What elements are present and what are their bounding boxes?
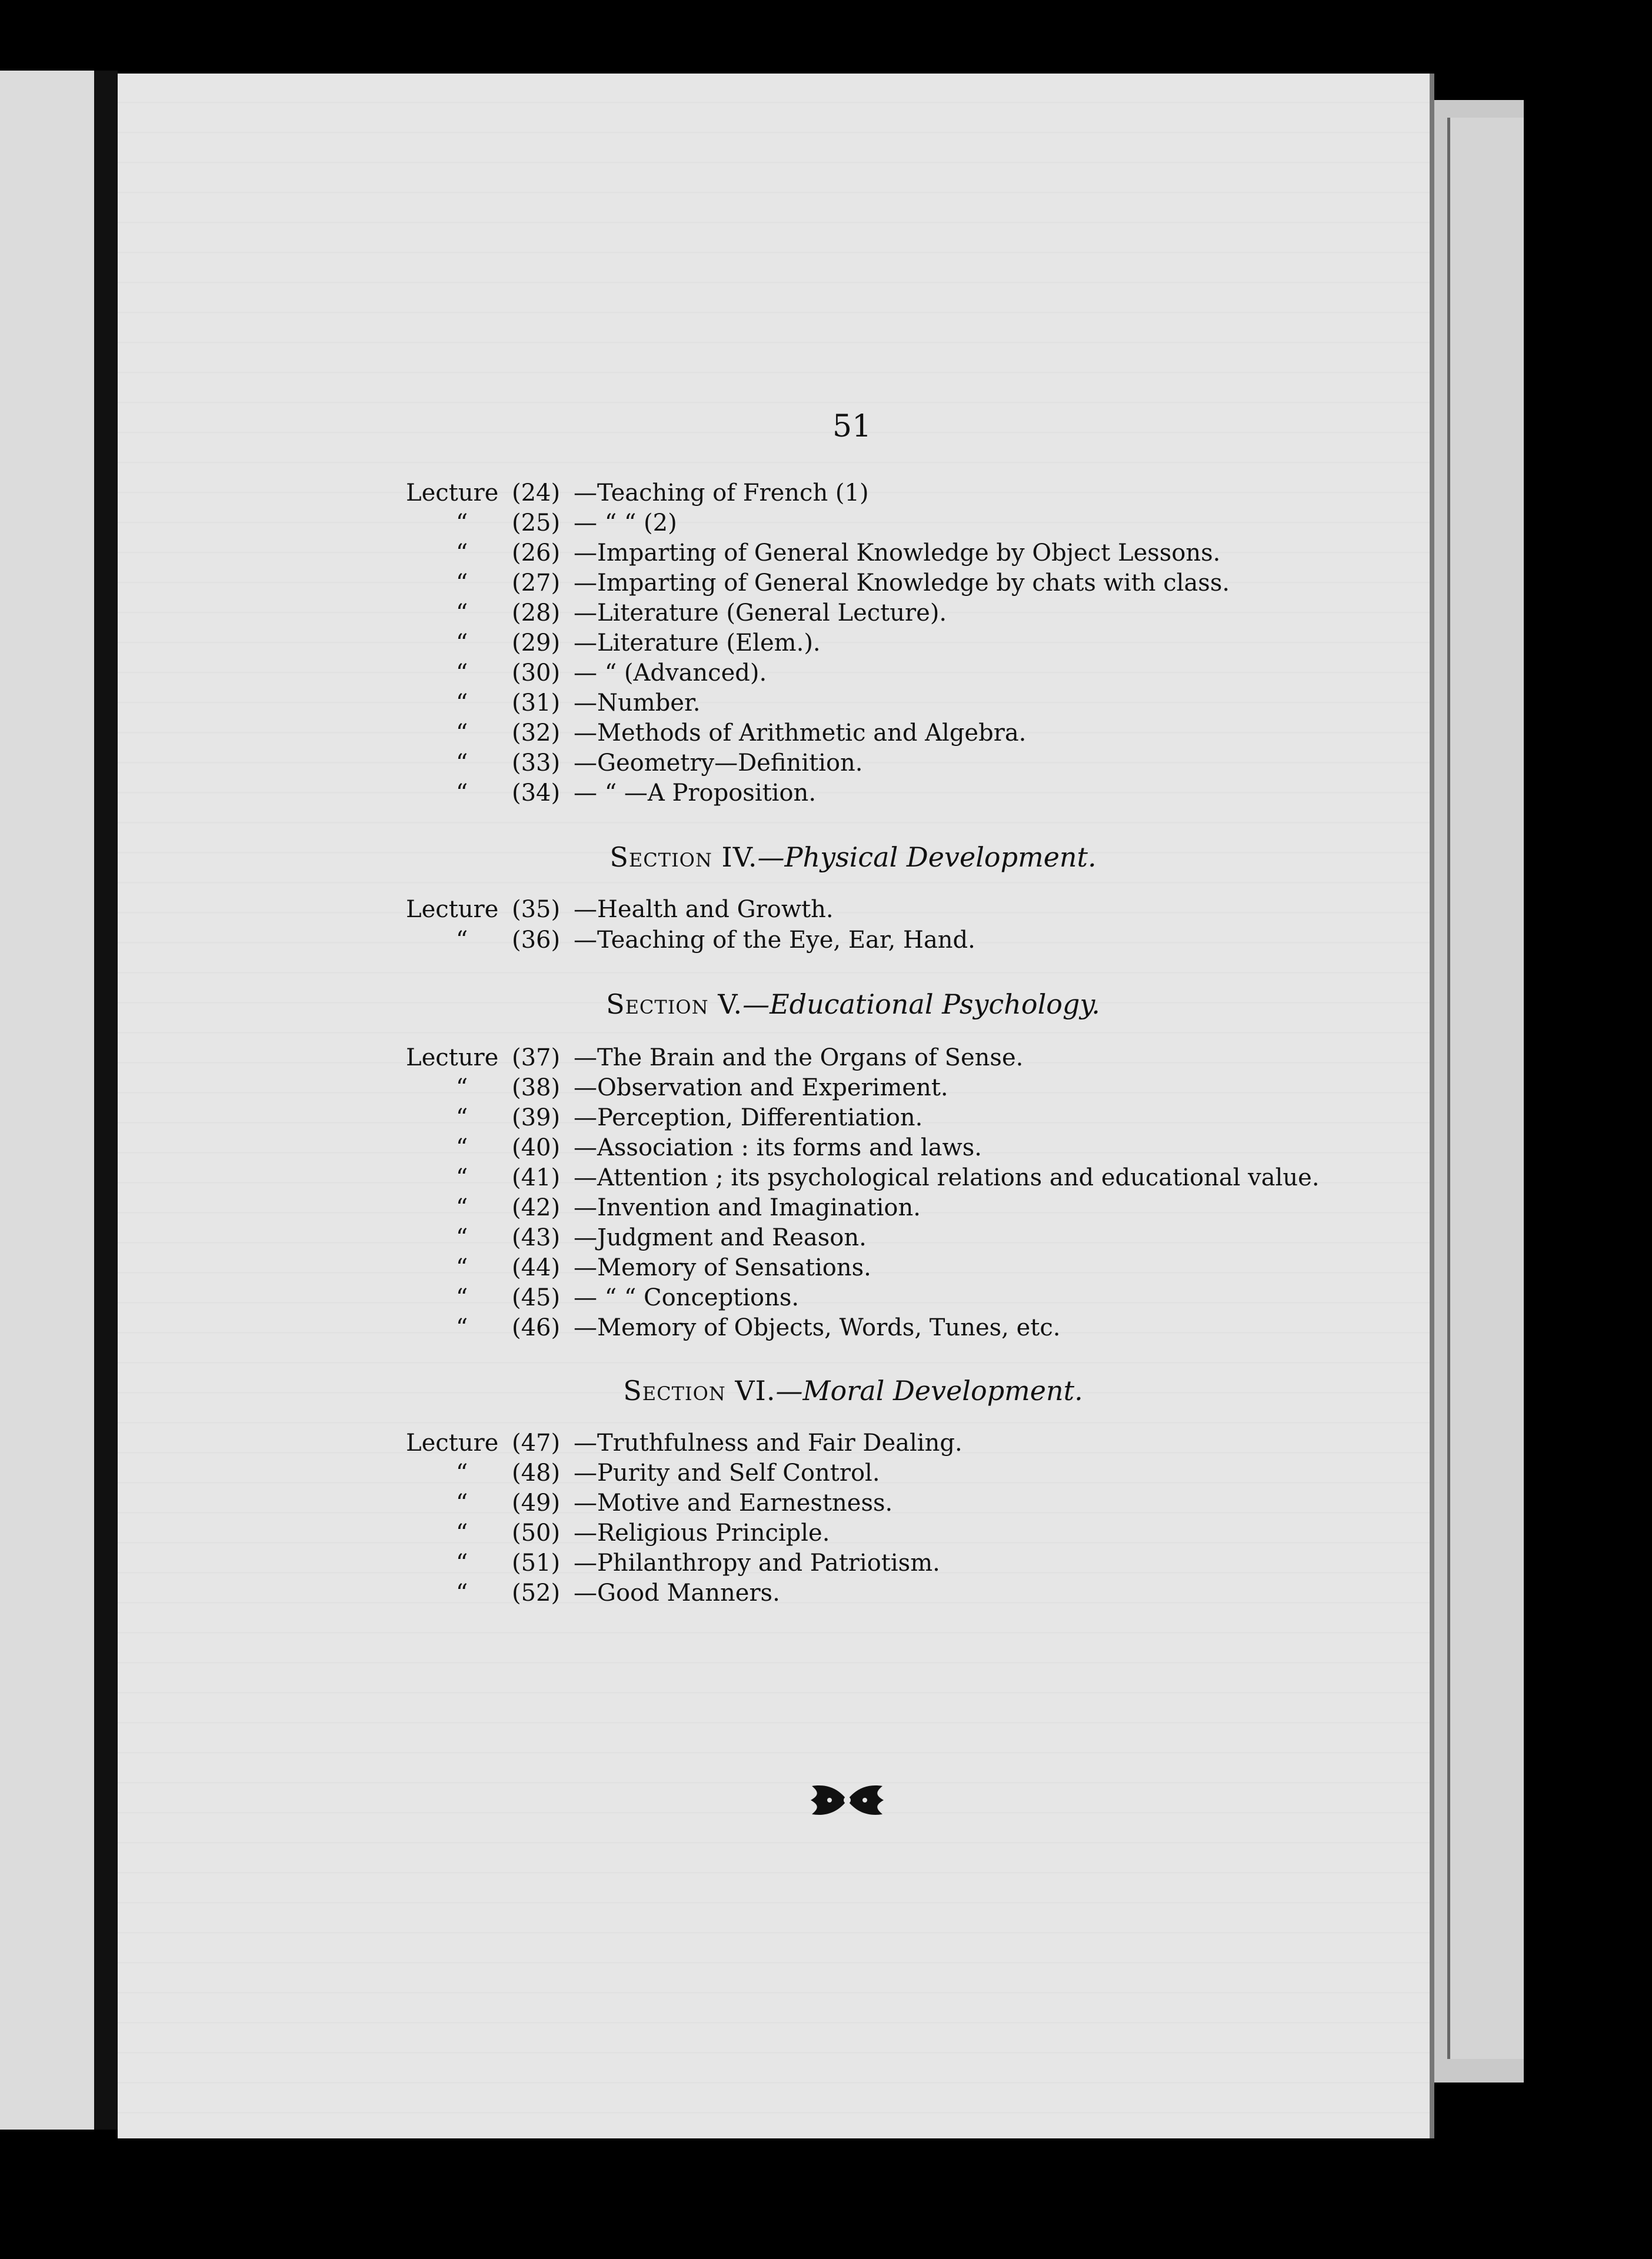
section-label: Section V. xyxy=(606,988,743,1020)
ditto-mark: “ xyxy=(455,1314,468,1341)
lecture-number: (47) xyxy=(512,1430,561,1457)
lecture-title: —The Brain and the Organs of Sense. xyxy=(574,1044,1024,1071)
ditto-mark: “ xyxy=(455,1134,468,1161)
lecture-line xyxy=(118,599,1412,630)
lecture-number: (50) xyxy=(512,1520,561,1547)
lecture-title: —Teaching of French (1) xyxy=(574,479,869,507)
lecture-number: (45) xyxy=(512,1284,561,1311)
lecture-title: —Motive and Earnestness. xyxy=(574,1490,893,1517)
ditto-mark: “ xyxy=(455,1074,468,1101)
ditto-mark: “ xyxy=(455,689,468,717)
lecture-line xyxy=(118,1134,1412,1165)
lecture-number: (29) xyxy=(512,629,561,657)
ditto-mark: “ xyxy=(455,569,468,597)
ditto-mark: “ xyxy=(455,1520,468,1547)
lecture-number: (46) xyxy=(512,1314,561,1341)
lecture-title: —Imparting of General Knowledge by chats with class. xyxy=(574,569,1230,597)
lecture-line xyxy=(118,779,1412,810)
lecture-label: Lecture xyxy=(406,1430,499,1457)
lecture-title: —Methods of Arithmetic and Algebra. xyxy=(574,719,1027,747)
printers-ornament-icon xyxy=(806,1777,888,1824)
lecture-title: —Religious Principle. xyxy=(574,1520,830,1547)
lecture-line xyxy=(118,896,1412,927)
lecture-title: —Observation and Experiment. xyxy=(574,1074,948,1101)
lecture-title: —Teaching of the Eye, Ear, Hand. xyxy=(574,927,975,954)
facing-page-edge xyxy=(0,71,94,2130)
lecture-title: —Good Manners. xyxy=(574,1580,780,1607)
section-heading xyxy=(118,1375,1588,1410)
lecture-line xyxy=(118,1104,1412,1135)
ditto-mark: “ xyxy=(455,1224,468,1251)
lecture-number: (42) xyxy=(512,1194,561,1221)
lecture-number: (26) xyxy=(512,539,561,567)
lecture-title: —Philanthropy and Patriotism. xyxy=(574,1550,940,1577)
lecture-line xyxy=(118,1224,1412,1255)
lecture-number: (41) xyxy=(512,1164,561,1191)
lecture-number: (40) xyxy=(512,1134,561,1161)
ditto-mark: “ xyxy=(455,599,468,627)
lecture-number: (48) xyxy=(512,1460,561,1487)
lecture-line xyxy=(118,1520,1412,1550)
section-title: —Educational Psychology. xyxy=(742,988,1100,1020)
lecture-number: (39) xyxy=(512,1104,561,1131)
lecture-number: (31) xyxy=(512,689,561,717)
lecture-line xyxy=(118,927,1412,957)
lecture-title: —Association : its forms and laws. xyxy=(574,1134,982,1161)
lecture-number: (37) xyxy=(512,1044,561,1071)
lecture-number: (25) xyxy=(512,509,561,537)
ditto-mark: “ xyxy=(455,659,468,687)
lecture-number: (30) xyxy=(512,659,561,687)
lecture-line xyxy=(118,539,1412,570)
lecture-title: —Literature (General Lecture). xyxy=(574,599,947,627)
lecture-number: (44) xyxy=(512,1254,561,1281)
lecture-line xyxy=(118,1460,1412,1490)
lecture-line xyxy=(118,1254,1412,1285)
lecture-line xyxy=(118,1550,1412,1580)
book-page xyxy=(118,74,1434,2138)
section-title: —Moral Development. xyxy=(775,1375,1083,1407)
lecture-title: —Memory of Objects, Words, Tunes, etc. xyxy=(574,1314,1061,1341)
section-title: —Physical Development. xyxy=(757,841,1097,873)
ditto-mark: “ xyxy=(455,1254,468,1281)
lecture-line xyxy=(118,749,1412,780)
lecture-number: (34) xyxy=(512,779,561,807)
lecture-title: —Number. xyxy=(574,689,701,717)
section-heading xyxy=(118,841,1588,877)
lecture-label: Lecture xyxy=(406,479,499,507)
lecture-number: (28) xyxy=(512,599,561,627)
ditto-mark: “ xyxy=(455,1164,468,1191)
lecture-line xyxy=(118,1430,1412,1460)
lecture-title: —Geometry—Definition. xyxy=(574,749,863,777)
lecture-line xyxy=(118,1194,1412,1225)
lecture-line xyxy=(118,509,1412,540)
section-heading xyxy=(118,988,1588,1024)
lecture-number: (32) xyxy=(512,719,561,747)
ditto-mark: “ xyxy=(455,1460,468,1487)
book-gutter xyxy=(94,71,118,2130)
lecture-line xyxy=(118,659,1412,690)
ditto-mark: “ xyxy=(455,629,468,657)
lecture-line xyxy=(118,1314,1412,1345)
lecture-title: —Imparting of General Knowledge by Object Lessons. xyxy=(574,539,1221,567)
ditto-mark: “ xyxy=(455,1104,468,1131)
lecture-title: — “ (Advanced). xyxy=(574,659,767,687)
lecture-number: (24) xyxy=(512,479,561,507)
lecture-title: —Purity and Self Control. xyxy=(574,1460,880,1487)
ditto-mark: “ xyxy=(455,779,468,807)
ditto-mark: “ xyxy=(455,509,468,537)
lecture-number: (36) xyxy=(512,927,561,954)
ditto-mark: “ xyxy=(455,927,468,954)
ditto-mark: “ xyxy=(455,1194,468,1221)
lecture-title: — “ —A Proposition. xyxy=(574,779,817,807)
lecture-title: —Truthfulness and Fair Dealing. xyxy=(574,1430,962,1457)
lecture-title: — “ “ (2) xyxy=(574,509,677,537)
lecture-line xyxy=(118,1580,1412,1610)
lecture-number: (27) xyxy=(512,569,561,597)
lecture-line xyxy=(118,1284,1412,1315)
lecture-number: (33) xyxy=(512,749,561,777)
lecture-number: (38) xyxy=(512,1074,561,1101)
lecture-number: (52) xyxy=(512,1580,561,1607)
lecture-title: — “ “ Conceptions. xyxy=(574,1284,800,1311)
lecture-number: (49) xyxy=(512,1490,561,1517)
lecture-title: —Memory of Sensations. xyxy=(574,1254,871,1281)
ditto-mark: “ xyxy=(455,1490,468,1517)
lecture-line xyxy=(118,569,1412,600)
section-label: Section IV. xyxy=(609,841,758,873)
lecture-line xyxy=(118,689,1412,720)
lecture-number: (35) xyxy=(512,896,561,923)
ditto-mark: “ xyxy=(455,1284,468,1311)
lecture-title: —Literature (Elem.). xyxy=(574,629,821,657)
lecture-title: —Perception, Differentiation. xyxy=(574,1104,923,1131)
lecture-line xyxy=(118,629,1412,660)
lecture-line xyxy=(118,1490,1412,1520)
lecture-label: Lecture xyxy=(406,896,499,923)
lecture-line xyxy=(118,719,1412,750)
page-number: 51 xyxy=(832,409,872,444)
lecture-title: —Health and Growth. xyxy=(574,896,834,923)
ditto-mark: “ xyxy=(455,1550,468,1577)
ditto-mark: “ xyxy=(455,1580,468,1607)
ditto-mark: “ xyxy=(455,539,468,567)
lecture-line xyxy=(118,479,1412,510)
ditto-mark: “ xyxy=(455,719,468,747)
lecture-title: —Invention and Imagination. xyxy=(574,1194,921,1221)
lecture-label: Lecture xyxy=(406,1044,499,1071)
lecture-title: —Judgment and Reason. xyxy=(574,1224,867,1251)
lecture-number: (51) xyxy=(512,1550,561,1577)
lecture-number: (43) xyxy=(512,1224,561,1251)
lecture-line xyxy=(118,1074,1412,1105)
lecture-line xyxy=(118,1164,1412,1195)
lecture-title: —Attention ; its psychological relations and educational value. xyxy=(574,1164,1320,1191)
underlying-page-edge-2 xyxy=(1447,118,1524,2059)
lecture-line xyxy=(118,1044,1412,1075)
ditto-mark: “ xyxy=(455,749,468,777)
section-label: Section VI. xyxy=(623,1375,776,1407)
